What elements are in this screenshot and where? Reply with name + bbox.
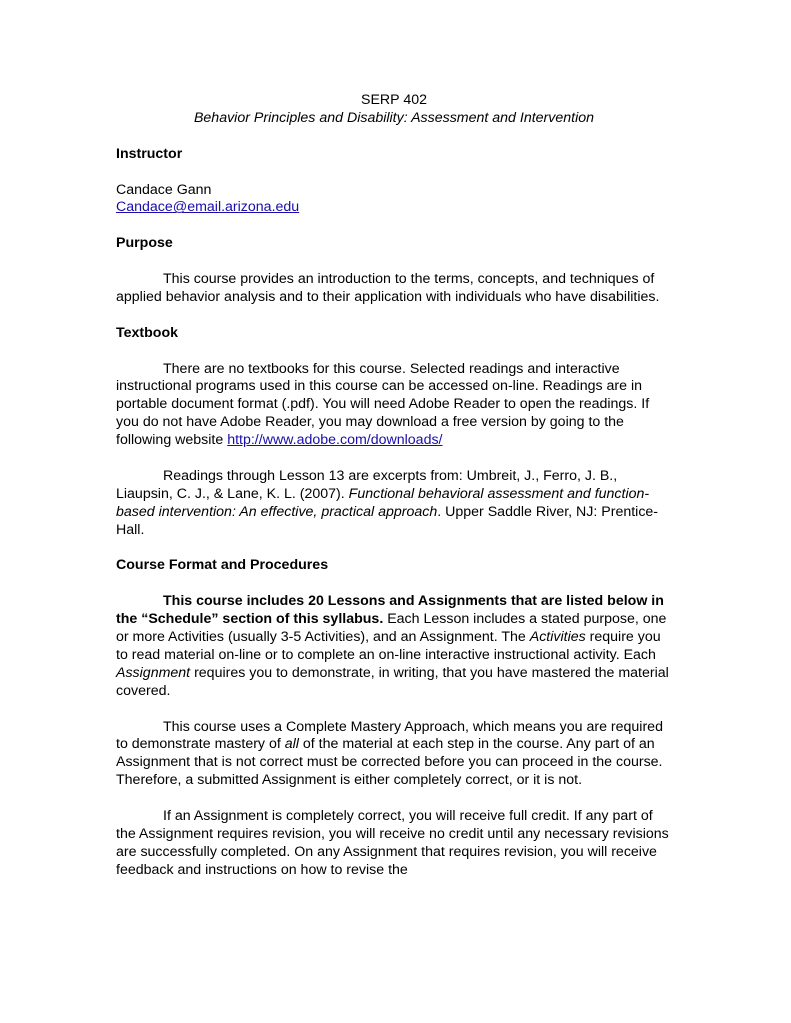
adobe-download-link[interactable]: http://www.adobe.com/downloads/ [227,432,443,449]
reading-citation-authors: Readings through Lesson 13 are excerpts from: Umbreit, J., Ferro, J. B., Liaupsin, C. J., & Lane, K. L. (2007). [116,467,618,502]
textbook-paragraph-1 [116,361,672,451]
course-format-heading: Course Format and Procedures [116,557,329,574]
mastery-text-a: This course uses a Complete Mastery Approach, which means you are required to demonstrate mastery of [116,718,663,753]
document-page [116,92,672,880]
assignment-term: Assignment [116,664,191,681]
purpose-paragraph: This course provides an introduction to the terms, concepts, and techniques of applied behavior analysis and to their application with individuals who have disabilities. [116,271,660,305]
reading-citation-title: Functional behavioral assessment and function-based intervention: An effective, practical approach [116,485,650,520]
format-text-c: requires you to demonstrate, in writing, that you have mastered the material covered. [116,664,669,699]
course-format-paragraph-2 [116,719,672,791]
mastery-text-b: of the material at each step in the course. Any part of an Assignment that is not correct must be corrected before you can proceed in the course. Therefore, a submitted Assignment is either completely correct, or it is not. [116,736,663,789]
course-title: Behavior Principles and Disability: Assessment and Intervention [193,109,595,126]
reading-citation-publisher: . Upper Saddle River, NJ: Prentice-Hall. [116,503,659,538]
lessons-bold-statement: This course includes 20 Lessons and Assignments that are listed below in the “Schedule” section of this syllabus. [116,593,664,628]
all-emphasis: all [284,736,299,753]
instructor-email-link[interactable]: Candace@email.arizona.edu [116,199,300,216]
format-text-b: require you to read material on-line or to complete an on-line interactive instructional activity. Each [116,629,661,663]
textbook-paragraph-1-text: There are no textbooks for this course. Selected readings and interactive instructional programs used in this course can be accessed on-line. Readings are in portable document format (.pdf). You will need Adobe Reader to open the readings. If you do not have Adobe Reader, you may download a free version by going to the following website [116,360,650,449]
format-text-a: Each Lesson includes a stated purpose, one or more Activities (usually 3-5 Activities), and an Assignment. The [116,611,667,646]
purpose-heading: Purpose [116,235,173,252]
course-format-paragraph-3: If an Assignment is completely correct, you will receive full credit. If any part of the Assignment requires revision, you will receive no credit until any necessary revisions are successfully completed. On any Assignment that requires revision, you will receive feedback and instructions on how to revise the [116,808,669,878]
instructor-name: Candace Gann [116,181,212,198]
activities-term: Activities [529,629,586,646]
course-format-paragraph-1 [116,593,672,700]
instructor-heading: Instructor [116,145,183,162]
course-code: SERP 402 [361,92,427,108]
textbook-heading: Textbook [116,324,179,341]
textbook-paragraph-2 [116,468,672,540]
